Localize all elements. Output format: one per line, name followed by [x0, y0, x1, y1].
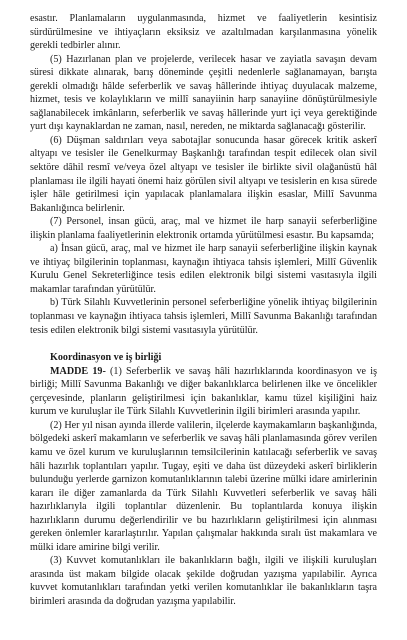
paragraph-intro: esastır. Planlamaların uygulanmasında, hizmet ve faaliyetlerin kesintisiz sürdürülmesine ve ihtiyaçların eksiksiz ve azaltılmadan karşılanmasına yönelik gerekli tedbirler alınır.	[30, 13, 377, 52]
section-heading: Koordinasyon ve iş birliği	[50, 352, 162, 364]
article-19-paragraph-1	[30, 365, 377, 419]
paragraph-7b: b) Türk Silahlı Kuvvetlerinin personel seferberliğine yönelik ihtiyaç bilgilerinin toplanması ve kaynağın ihtiyaca tahsis işlemleri, Millî Savunma Bakanlığı tarafından tesis edilen elektronik bilgi sistemi vasıtasıyla yürütülür.	[30, 297, 377, 336]
article-19-paragraph-1-text: (1) Seferberlik ve savaş hâli hazırlıklarında koordinasyon ve iş birliği; Millî Savunma Bakanlığı ve diğer bakanlıklarca belirlenen ilke ve öncelikler çerçevesinde, planların geliştirilmesi için bakanlıklar, kamu tüzel kişiliğini haiz kurum ve kuruluşlar ile Türk Silahlı Kuvvetlerinin ilgili birimleri arasında yapılır.	[30, 365, 377, 418]
paragraph-5: (5) Hazırlanan plan ve projelerde, verilecek hasar ve zayiatla savaşın devam süresi dikkate alınarak, barış döneminde çeşitli nedenlerle sağlanamayan, barışta gerekli olmadığı hâlde seferberlik ve savaş hâllerinde ihtiyaç duyulacak malzeme, hizmet, tesis ve kolaylıkların ve millî sanayiinin harp sanayiine dönüştürülmesiyle sağlanabilecek imkânların, seferberlik ve savaş hâllerinde yurt içi veya gerektiğinde yurt dışı kaynaklardan ne zaman, nasıl, nereden, ne miktarda sağlanacağı gösterilir.	[30, 53, 377, 133]
paragraph-7: (7) Personel, insan gücü, araç, mal ve hizmet ile harp sanayii seferberliğine ilişkin planlama faaliyetlerinin elektronik ortamda yürütülmesi esastır. Bu kapsamda;	[30, 216, 377, 241]
paragraph-7a: a) İnsan gücü, araç, mal ve hizmet ile harp sanayii seferberliğine ilişkin kaynak ve ihtiyaç bilgilerinin toplanması, kaynağın ihtiyaca tahsis işlemleri, Millî Güvenlik Kurulu Genel Sekreterliğince tesis edilen elektronik bilgi sistemi vasıtasıyla ilgili makamlar tarafından yürütülür.	[30, 243, 377, 295]
article-19-paragraph-3: (3) Kuvvet komutanlıkları ile bakanlıkların bağlı, ilgili ve ilişkili kuruluşları arasında üst makam bilgide olacak şekilde doğrudan yazışma yapılabilir. Ayrıca kuvvet komutanlıkları tarafından yetki verilen komutanlıklar ile bakanlıkların taşra birimleri arasında da doğrudan yazışma yapılabilir.	[30, 555, 377, 607]
section-gap	[30, 337, 377, 351]
article-19-paragraph-2: (2) Her yıl nisan ayında illerde valilerin, ilçelerde kaymakamların başkanlığında, bölgedeki askerî makamların ve seferberlik ve savaş hâli planlamasında görev verilen kamu ve özel kurum ve kuruluşlarının temsilcilerinin katılacağı seferberlik ve savaş hâli hazırlık toplantıları yapılır. Tugay, eşiti ve daha üst düzeydeki askerî birliklerin bulunduğu yerlerde garnizon komutanlıklarının talebi üzerine mülki idare amirlerinin kararı ile diğer zamanlarda da Türk Silahlı Kuvvetleri seferberlik ve savaş hâli hazırlıklarıyla ilgili toplantılar düzenlenir. Bu toplantılarda konuya ilişkin hazırlıkların durumu değerlendirilir ve bu hazırlıkların geliştirilmesi için alınması gereken önlemler kararlaştırılır. Yapılan çalışmalar hakkında sıralı üst makamlara ve mülki idare amirine bilgi verilir.	[30, 419, 377, 553]
paragraph-6: (6) Düşman saldırıları veya sabotajlar sonucunda hasar görecek kritik askerî altyapı ve tesisler ile Genelkurmay Başkanlığı tarafından tespit edilecek olan sivil sektöre dâhil resmî ve/veya özel altyapı ve tesisler ile birlikte sivil olağanüstü hâl planlaması ile ilgili hayati önemi haiz görülen sivil altyapı ve tesislerin en kısa sürede işler hâle getirilmesi için yapılacak planlamalara ilişkin esaslar, Millî Savunma Bakanlığınca belirlenir.	[30, 134, 377, 214]
article-label: MADDE 19-	[50, 365, 106, 377]
